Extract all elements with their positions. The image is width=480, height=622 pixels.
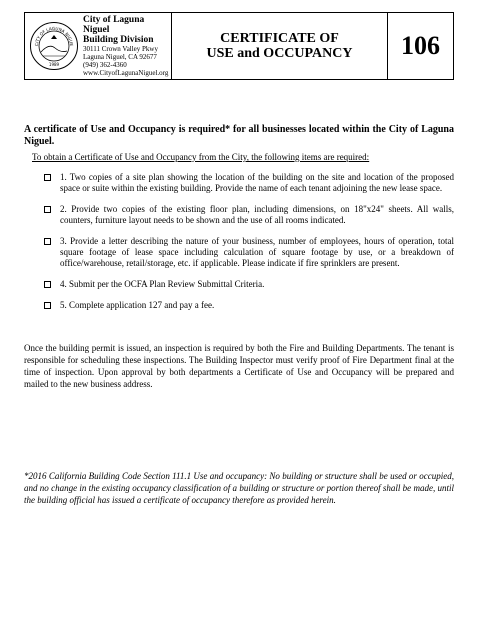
website: www.CityofLagunaNiguel.org — [83, 69, 169, 78]
requirement-item — [44, 300, 454, 311]
org-details — [83, 15, 171, 78]
title-line1: CERTIFICATE OF — [220, 31, 339, 46]
title-line2: USE and OCCUPANCY — [206, 46, 353, 61]
svg-text:CITY OF LAGUNA NIGUEL — [29, 21, 74, 47]
requirement-text: 5. Complete application 127 and pay a fee. — [60, 300, 215, 310]
requirements-list — [44, 172, 454, 321]
checkbox-icon — [44, 238, 51, 245]
requirement-text: 1. Two copies of a site plan showing the location of the building on the site and location of the proposed space or suite within the existing building. Provide the name of each tenant adjoining the new lease space. — [60, 172, 454, 193]
org-name-line2: Building Division — [83, 34, 154, 45]
requirement-item — [44, 279, 454, 290]
address-line2: Laguna Niguel, CA 92677 — [83, 52, 157, 61]
requirement-item — [44, 236, 454, 269]
requirement-text: 3. Provide a letter describing the nature of your business, number of employees, hours of operation, total square footage of lease space including calculation of square footage by use, or a breakdown of office/warehouse, retail/storage, etc. if applicable. Please indicate if fire sprinklers are present. — [60, 236, 454, 268]
checkbox-icon — [44, 174, 51, 181]
seal-year: 1989 — [48, 62, 60, 67]
address-line1: 30111 Crown Valley Pkwy — [83, 44, 158, 53]
requirements-heading: To obtain a Certificate of Use and Occupancy from the City, the following items are required: — [32, 152, 370, 162]
seal-text: CITY OF LAGUNA NIGUE — [33, 25, 75, 47]
requirement-item — [44, 172, 454, 194]
org-block — [25, 13, 172, 79]
checkbox-icon — [44, 206, 51, 213]
city-seal-icon — [29, 21, 79, 71]
phone-number: (949) 362-4360 — [83, 61, 127, 69]
form-header — [24, 12, 454, 80]
inspection-paragraph: Once the building permit is issued, an inspection is required by both the Fire and Building Departments. The tenant is responsible for scheduling these inspections. The Building Inspector must verify proof of Fire Department final at the time of inspection. Upon approval by both departments a Certificate of Use and Occupancy will be prepared and mailed to the new business address. — [24, 343, 454, 389]
form-number: 106 — [401, 31, 440, 60]
org-name-line1: City of Laguna Niguel — [83, 14, 145, 35]
intro-statement: A certificate of Use and Occupancy is required* for all businesses located within the City of Laguna Niguel. — [24, 124, 454, 147]
checkbox-icon — [44, 302, 51, 309]
checkbox-icon — [44, 281, 51, 288]
requirement-text: 2. Provide two copies of the existing floor plan, including dimensions, on 18"x24" sheets. All walls, counters, furniture layout needs to be shown and the use of all rooms indicated. — [60, 204, 454, 225]
form-title — [172, 13, 388, 79]
code-footnote: *2016 California Building Code Section 111.1 Use and occupancy: No building or structure shall be used or occupied, and no change in the existing occupancy classification of a building or structure or portion thereof shall be made, until the building official has issued a certificate of occupancy therefore as provided herein. — [24, 471, 454, 505]
requirement-item — [44, 204, 454, 226]
requirement-text: 4. Submit per the OCFA Plan Review Submittal Criteria. — [60, 279, 265, 289]
